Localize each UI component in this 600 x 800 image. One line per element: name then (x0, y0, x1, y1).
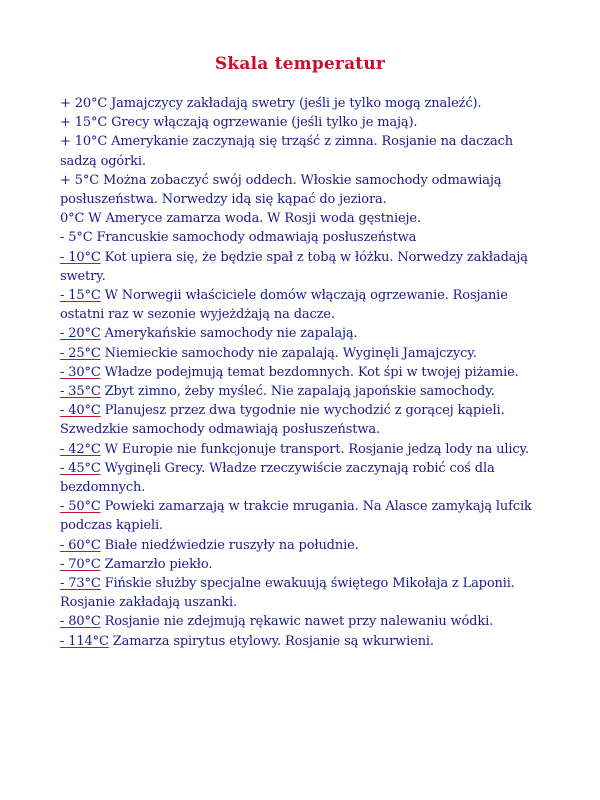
temperature-description: Amerykańskie samochody nie zapalają. (100, 326, 358, 342)
temperature-value: - 50°C (60, 499, 101, 515)
temperature-description: Rosjanie nie zdejmują rękawic nawet przy nalewaniu wódki. (100, 614, 494, 630)
list-item (60, 555, 550, 574)
temperature-value: + 5°C (60, 172, 99, 188)
list-item (60, 94, 550, 113)
temperature-description: Białe niedźwiedzie ruszyły na południe. (100, 537, 359, 553)
temperature-value: - 30°C (60, 364, 101, 380)
temperature-value: - 25°C (60, 345, 101, 361)
temperature-description: Zbyt zimno, żeby myśleć. Nie zapalają japońskie samochody. (100, 384, 495, 400)
list-item (60, 612, 550, 631)
temperature-description: W Ameryce zamarza woda. W Rosji woda gęstnieje. (84, 211, 421, 227)
list-item (60, 363, 550, 382)
temperature-value: + 15°C (60, 115, 108, 131)
list-item (60, 632, 550, 651)
temperature-description: Niemieckie samochody nie zapalają. Wyginęli Jamajczycy. (100, 345, 477, 361)
temperature-description: Zamarzło piekło. (100, 556, 213, 572)
temperature-value: - 35°C (60, 384, 101, 400)
temperature-description: Jamajczycy zakładają swetry (jeśli je tylko mogą znaleźć). (107, 96, 482, 111)
temperature-value: + 10°C (60, 134, 108, 150)
temperature-list (60, 94, 550, 651)
temperature-description: Amerykanie zaczynają się trząść z zimna. Rosjanie na daczach sadzą ogórki. (60, 134, 513, 169)
temperature-value: - 70°C (60, 556, 101, 572)
list-item (60, 324, 550, 343)
temperature-description: Fińskie służby specjalne ewakuują świętego Mikołaja z Laponii. Rosjanie zakładają uszanki. (60, 576, 515, 611)
temperature-value: - 15°C (60, 288, 101, 304)
list-item (60, 574, 550, 612)
temperature-value: - 73°C (60, 576, 101, 592)
list-item (60, 382, 550, 401)
temperature-description: Wyginęli Grecy. Władze rzeczywiście zaczynają robić coś dla bezdomnych. (60, 460, 495, 496)
temperature-value: - 40°C (60, 403, 101, 419)
list-item (60, 536, 550, 555)
temperature-value: - 42°C (60, 441, 101, 457)
temperature-description: Można zobaczyć swój oddech. Włoskie samochody odmawiają posłuszeństwa. Norwedzy idą się kąpać do jeziora. (60, 172, 502, 208)
temperature-description: Powieki zamarzają w trakcie mrugania. Na Alasce zamykają lufcik podczas kąpieli. (60, 499, 532, 534)
temperature-value: 0°C (60, 211, 85, 227)
temperature-description: Władze podejmują temat bezdomnych. Kot śpi w twojej piżamie. (100, 364, 519, 380)
temperature-value: - 20°C (60, 326, 101, 342)
temperature-value: - 60°C (60, 537, 101, 553)
temperature-value: - 10°C (60, 249, 101, 265)
list-item (60, 228, 550, 247)
list-item (60, 401, 550, 439)
temperature-value: - 80°C (60, 614, 101, 630)
temperature-description: Planujesz przez dwa tygodnie nie wychodzić z gorącej kąpieli. Szwedzkie samochody odmawiają posłuszeństwa. (60, 403, 505, 438)
list-item (60, 286, 550, 324)
list-item (60, 248, 550, 286)
list-item (60, 132, 550, 170)
temperature-value: - 5°C (60, 230, 93, 246)
temperature-description: W Europie nie funkcjonuje transport. Rosjanie jedzą lody na ulicy. (100, 441, 529, 457)
list-item (60, 497, 550, 535)
temperature-description: Kot upiera się, że będzie spał z tobą w łóżku. Norwedzy zakładają swetry. (60, 249, 528, 284)
page-title: Skala temperatur (214, 54, 386, 74)
list-item (60, 209, 550, 228)
temperature-description: Zamarza spirytus etylowy. Rosjanie są wkurwieni. (108, 633, 434, 649)
temperature-description: W Norwegii właściciele domów włączają ogrzewanie. Rosjanie ostatni raz w sezonie wyjeżdżają na dacze. (60, 288, 508, 323)
temperature-description: Grecy włączają ogrzewanie (jeśli tylko je mają). (107, 115, 418, 131)
list-item (60, 113, 550, 132)
list-item (60, 440, 550, 459)
temperature-value: - 45°C (60, 460, 101, 476)
list-item (60, 344, 550, 363)
temperature-description: Francuskie samochody odmawiają posłuszeństwa (92, 230, 417, 246)
list-item (60, 171, 550, 209)
list-item (60, 459, 550, 497)
temperature-value: + 20°C (60, 96, 108, 111)
temperature-value: - 114°C (60, 633, 109, 649)
